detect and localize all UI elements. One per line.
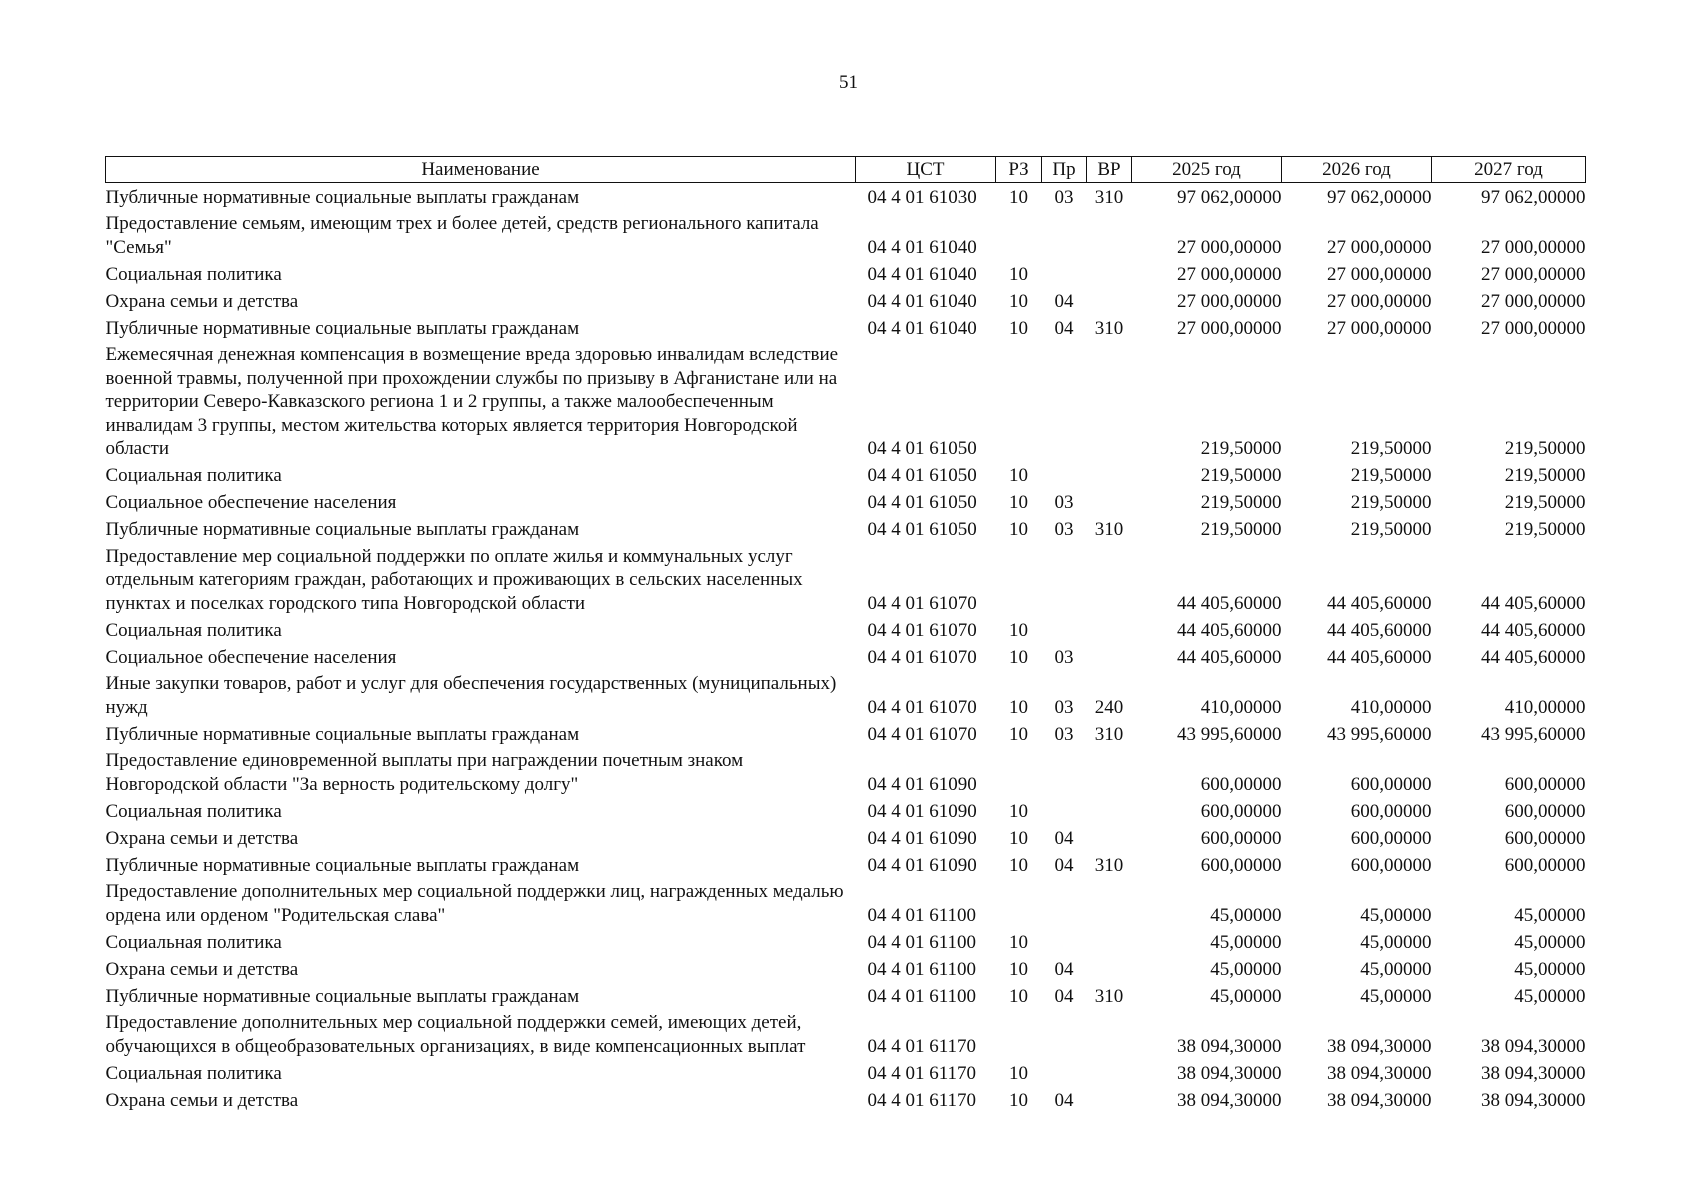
row-pr (1042, 878, 1087, 928)
row-name: Публичные нормативные социальные выплаты гражданам (105, 723, 580, 745)
row-amount-2027: 219,50000 (1504, 519, 1586, 540)
row-name: Социальная политика (105, 465, 282, 486)
row-amount-2025: 27 000,00000 (1177, 236, 1282, 258)
table-row (106, 720, 1586, 747)
row-cst: 04 4 01 61050 (867, 465, 977, 486)
row-name: Публичные нормативные социальные выплаты гражданам (105, 317, 580, 339)
row-rz: 10 (1009, 646, 1028, 668)
row-name: Ежемесячная денежная компенсация в возмещение вреда здоровью инвалидам вследствие военной травмы, полученной при прохождении службы по призыву в Афганистане или на территории Северо-Кавказского региона 1 и 2 группы, а также малообеспеченным инвалидам 3 группы, местом жительства которых является территория Новгородской области (105, 344, 839, 459)
header-rz: РЗ (996, 157, 1042, 183)
table-row (106, 1086, 1586, 1113)
row-cst: 04 4 01 61100 (867, 958, 977, 980)
row-amount-2027: 219,50000 (1504, 438, 1586, 459)
row-rz (996, 543, 1042, 617)
table-row (106, 797, 1586, 824)
row-name: Предоставление семьям, имеющим трех и более детей, средств регионального капитала "Семья" (105, 213, 819, 258)
row-amount-2025: 219,50000 (1200, 492, 1282, 513)
row-pr: 04 (1054, 958, 1074, 980)
table-body (106, 183, 1586, 1114)
row-name: Социальная политика (105, 931, 282, 953)
row-amount-2027: 38 094,30000 (1481, 1035, 1586, 1057)
table-header-row (106, 157, 1586, 183)
row-pr (1042, 210, 1087, 260)
row-pr: 03 (1054, 492, 1074, 513)
row-amount-2026: 45,00000 (1360, 904, 1432, 926)
row-name: Социальная политика (105, 1062, 282, 1084)
row-amount-2026: 600,00000 (1350, 827, 1432, 849)
row-amount-2026: 43 995,60000 (1327, 723, 1432, 745)
row-cst: 04 4 01 61090 (867, 854, 977, 876)
row-amount-2025: 45,00000 (1210, 931, 1282, 953)
row-name: Публичные нормативные социальные выплаты гражданам (105, 519, 580, 540)
table-row (106, 1059, 1586, 1086)
row-amount-2025: 38 094,30000 (1177, 1089, 1282, 1111)
row-rz (996, 878, 1042, 928)
row-vr (1087, 747, 1132, 797)
row-amount-2025: 27 000,00000 (1177, 263, 1282, 285)
row-name: Предоставление единовременной выплаты при награждении почетным знаком Новгородской области "За верность родительскому долгу" (105, 750, 744, 795)
table-row (106, 260, 1586, 287)
row-amount-2026: 27 000,00000 (1327, 236, 1432, 258)
row-rz (996, 1009, 1042, 1059)
row-amount-2027: 27 000,00000 (1481, 317, 1586, 339)
row-rz (996, 747, 1042, 797)
row-rz: 10 (1009, 465, 1028, 486)
row-amount-2027: 219,50000 (1504, 465, 1586, 486)
row-rz (996, 210, 1042, 260)
row-amount-2026: 38 094,30000 (1327, 1089, 1432, 1111)
row-rz: 10 (1009, 186, 1028, 208)
row-amount-2026: 45,00000 (1360, 958, 1432, 980)
table-row (106, 210, 1586, 260)
row-name: Предоставление дополнительных мер социальной поддержки семей, имеющих детей, обучающихся в общеобразовательных организациях, в виде компенсационных выплат (105, 1012, 806, 1057)
row-pr: 04 (1054, 290, 1074, 312)
row-pr (1042, 1059, 1087, 1086)
row-rz: 10 (1009, 317, 1028, 339)
row-amount-2025: 27 000,00000 (1177, 317, 1282, 339)
row-cst: 04 4 01 61170 (867, 1035, 977, 1057)
row-amount-2025: 410,00000 (1200, 696, 1282, 718)
row-amount-2026: 27 000,00000 (1327, 290, 1432, 312)
row-rz (996, 341, 1042, 462)
row-amount-2026: 45,00000 (1360, 931, 1432, 953)
table-row (106, 1009, 1586, 1059)
table-row (106, 183, 1586, 211)
row-name: Публичные нормативные социальные выплаты гражданам (105, 985, 580, 1007)
row-vr (1087, 1059, 1132, 1086)
row-amount-2026: 27 000,00000 (1327, 317, 1432, 339)
row-amount-2025: 38 094,30000 (1177, 1035, 1282, 1057)
table-row (106, 616, 1586, 643)
header-pr: Пр (1042, 157, 1087, 183)
row-name: Публичные нормативные социальные выплаты гражданам (105, 186, 580, 208)
row-rz: 10 (1009, 492, 1028, 513)
table-row (106, 341, 1586, 462)
row-pr (1042, 260, 1087, 287)
row-cst: 04 4 01 61100 (867, 904, 977, 926)
row-cst: 04 4 01 61030 (867, 186, 977, 208)
row-name: Охрана семьи и детства (105, 290, 299, 312)
row-vr (1087, 955, 1132, 982)
row-amount-2026: 44 405,60000 (1327, 592, 1432, 614)
row-cst: 04 4 01 61100 (867, 985, 977, 1007)
row-amount-2027: 600,00000 (1504, 773, 1586, 795)
row-name: Предоставление мер социальной поддержки по оплате жилья и коммунальных услуг отдельным категориям граждан, работающих и проживающих в сельских населенных пунктах и поселках городского типа Новгородской области (105, 545, 803, 614)
row-pr: 03 (1054, 723, 1074, 745)
row-name: Охрана семьи и детства (105, 958, 299, 980)
row-pr (1042, 341, 1087, 462)
row-amount-2025: 27 000,00000 (1177, 290, 1282, 312)
row-vr (1087, 928, 1132, 955)
header-vr: ВР (1087, 157, 1132, 183)
row-amount-2025: 97 062,00000 (1177, 186, 1282, 208)
row-rz: 10 (1009, 827, 1028, 849)
row-amount-2025: 600,00000 (1200, 827, 1282, 849)
row-amount-2027: 219,50000 (1504, 492, 1586, 513)
row-cst: 04 4 01 61040 (867, 290, 977, 312)
header-cst: ЦСТ (856, 157, 996, 183)
row-cst: 04 4 01 61070 (867, 723, 977, 745)
row-amount-2025: 45,00000 (1210, 958, 1282, 980)
row-amount-2026: 600,00000 (1350, 773, 1432, 795)
row-amount-2026: 44 405,60000 (1327, 619, 1432, 641)
row-cst: 04 4 01 61090 (867, 800, 977, 822)
row-pr: 04 (1054, 985, 1074, 1007)
row-rz: 10 (1009, 985, 1028, 1007)
row-amount-2026: 38 094,30000 (1327, 1062, 1432, 1084)
row-amount-2027: 45,00000 (1514, 958, 1586, 980)
row-amount-2027: 27 000,00000 (1481, 263, 1586, 285)
row-vr: 310 (1094, 723, 1124, 745)
row-pr: 04 (1054, 827, 1074, 849)
row-amount-2025: 600,00000 (1200, 800, 1282, 822)
row-cst: 04 4 01 61070 (867, 696, 977, 718)
row-cst: 04 4 01 61040 (867, 317, 977, 339)
row-pr: 03 (1054, 186, 1074, 208)
table-row (106, 670, 1586, 720)
row-amount-2025: 44 405,60000 (1177, 619, 1282, 641)
row-cst: 04 4 01 61070 (867, 646, 977, 668)
row-vr (1087, 210, 1132, 260)
row-name: Иные закупки товаров, работ и услуг для обеспечения государственных (муниципальных) нужд (105, 673, 837, 718)
row-rz: 10 (1009, 854, 1028, 876)
row-name: Социальная политика (105, 800, 282, 822)
row-amount-2027: 44 405,60000 (1481, 592, 1586, 614)
row-pr (1042, 543, 1087, 617)
row-vr (1087, 797, 1132, 824)
row-rz: 10 (1009, 931, 1028, 953)
row-rz: 10 (1009, 696, 1028, 718)
row-amount-2027: 38 094,30000 (1481, 1089, 1586, 1111)
row-rz: 10 (1009, 723, 1028, 745)
row-rz: 10 (1009, 290, 1028, 312)
row-vr: 310 (1094, 854, 1124, 876)
row-cst: 04 4 01 61100 (867, 931, 977, 953)
row-name: Охрана семьи и детства (105, 1089, 299, 1111)
row-pr: 04 (1054, 854, 1074, 876)
row-vr (1087, 878, 1132, 928)
row-amount-2027: 43 995,60000 (1481, 723, 1586, 745)
row-amount-2025: 44 405,60000 (1177, 592, 1282, 614)
row-vr: 310 (1094, 186, 1124, 208)
row-amount-2025: 219,50000 (1200, 465, 1282, 486)
row-vr: 310 (1094, 985, 1124, 1007)
row-vr (1087, 616, 1132, 643)
row-amount-2027: 410,00000 (1504, 696, 1586, 718)
row-amount-2026: 600,00000 (1350, 854, 1432, 876)
table-row (106, 543, 1586, 617)
row-rz: 10 (1009, 519, 1028, 540)
table-row (106, 878, 1586, 928)
row-amount-2026: 27 000,00000 (1327, 263, 1432, 285)
row-amount-2025: 38 094,30000 (1177, 1062, 1282, 1084)
table-row (106, 314, 1586, 341)
row-vr (1087, 287, 1132, 314)
row-amount-2027: 600,00000 (1504, 800, 1586, 822)
row-name: Предоставление дополнительных мер социальной поддержки лиц, награжденных медалью ордена или орденом "Родительская слава" (105, 881, 844, 926)
table-row (106, 824, 1586, 851)
row-pr: 03 (1054, 646, 1074, 668)
row-rz: 10 (1009, 800, 1028, 822)
row-cst: 04 4 01 61170 (867, 1062, 977, 1084)
table-row (106, 516, 1586, 543)
row-name: Социальная политика (105, 619, 282, 641)
row-amount-2027: 600,00000 (1504, 854, 1586, 876)
row-rz: 10 (1009, 263, 1028, 285)
budget-table (105, 156, 1586, 1113)
row-amount-2027: 27 000,00000 (1481, 236, 1586, 258)
row-vr (1087, 462, 1132, 489)
table-row (106, 928, 1586, 955)
row-amount-2027: 38 094,30000 (1481, 1062, 1586, 1084)
header-2027: 2027 год (1432, 157, 1586, 183)
page-number: 51 (839, 72, 858, 93)
row-cst: 04 4 01 61070 (867, 592, 977, 614)
row-amount-2025: 43 995,60000 (1177, 723, 1282, 745)
row-vr (1087, 643, 1132, 670)
row-cst: 04 4 01 61090 (867, 827, 977, 849)
row-amount-2026: 219,50000 (1350, 465, 1432, 486)
row-vr: 240 (1094, 696, 1124, 718)
row-amount-2027: 600,00000 (1504, 827, 1586, 849)
row-amount-2026: 219,50000 (1350, 519, 1432, 540)
row-rz: 10 (1009, 619, 1028, 641)
table-row (106, 955, 1586, 982)
table-row (106, 287, 1586, 314)
header-name: Наименование (106, 157, 856, 183)
row-pr (1042, 616, 1087, 643)
table-row (106, 643, 1586, 670)
row-cst: 04 4 01 61050 (867, 519, 977, 540)
header-2025: 2025 год (1132, 157, 1282, 183)
row-cst: 04 4 01 61050 (867, 492, 977, 513)
row-amount-2026: 97 062,00000 (1327, 186, 1432, 208)
row-amount-2025: 219,50000 (1200, 519, 1282, 540)
row-pr: 04 (1054, 1089, 1074, 1111)
row-amount-2026: 219,50000 (1350, 492, 1432, 513)
row-pr: 03 (1054, 519, 1074, 540)
row-amount-2025: 600,00000 (1200, 773, 1282, 795)
row-vr (1087, 1009, 1132, 1059)
table-row (106, 982, 1586, 1009)
row-rz: 10 (1009, 1062, 1028, 1084)
row-amount-2027: 44 405,60000 (1481, 619, 1586, 641)
row-pr: 03 (1054, 696, 1074, 718)
row-cst: 04 4 01 61040 (867, 236, 977, 258)
table-row (106, 747, 1586, 797)
table-row (106, 489, 1586, 516)
row-amount-2027: 44 405,60000 (1481, 646, 1586, 668)
row-vr (1087, 341, 1132, 462)
row-amount-2025: 219,50000 (1200, 438, 1282, 459)
row-amount-2026: 219,50000 (1350, 438, 1432, 459)
row-amount-2025: 45,00000 (1210, 985, 1282, 1007)
row-amount-2026: 45,00000 (1360, 985, 1432, 1007)
row-pr (1042, 1009, 1087, 1059)
row-amount-2027: 45,00000 (1514, 904, 1586, 926)
row-name: Публичные нормативные социальные выплаты гражданам (105, 854, 580, 876)
row-vr: 310 (1094, 519, 1124, 540)
row-amount-2025: 600,00000 (1200, 854, 1282, 876)
row-rz: 10 (1009, 1089, 1028, 1111)
row-pr: 04 (1054, 317, 1074, 339)
row-amount-2025: 45,00000 (1210, 904, 1282, 926)
row-amount-2026: 38 094,30000 (1327, 1035, 1432, 1057)
row-cst: 04 4 01 61090 (867, 773, 977, 795)
row-amount-2026: 44 405,60000 (1327, 646, 1432, 668)
row-amount-2026: 410,00000 (1350, 696, 1432, 718)
row-cst: 04 4 01 61040 (867, 263, 977, 285)
row-rz: 10 (1009, 958, 1028, 980)
row-pr (1042, 462, 1087, 489)
table-row (106, 462, 1586, 489)
row-name: Социальное обеспечение населения (105, 492, 397, 513)
row-cst: 04 4 01 61050 (867, 438, 977, 459)
row-pr (1042, 797, 1087, 824)
row-vr: 310 (1094, 317, 1124, 339)
row-name: Социальная политика (105, 263, 282, 285)
row-vr (1087, 543, 1132, 617)
row-amount-2027: 27 000,00000 (1481, 290, 1586, 312)
row-pr (1042, 928, 1087, 955)
row-amount-2026: 600,00000 (1350, 800, 1432, 822)
row-vr (1087, 489, 1132, 516)
row-amount-2025: 44 405,60000 (1177, 646, 1282, 668)
row-amount-2027: 97 062,00000 (1481, 186, 1586, 208)
row-amount-2027: 45,00000 (1514, 985, 1586, 1007)
row-vr (1087, 1086, 1132, 1113)
row-vr (1087, 260, 1132, 287)
table-row (106, 851, 1586, 878)
row-cst: 04 4 01 61070 (867, 619, 977, 641)
row-name: Охрана семьи и детства (105, 827, 299, 849)
row-pr (1042, 747, 1087, 797)
row-cst: 04 4 01 61170 (867, 1089, 977, 1111)
row-vr (1087, 824, 1132, 851)
row-amount-2027: 45,00000 (1514, 931, 1586, 953)
row-name: Социальное обеспечение населения (105, 646, 397, 668)
header-2026: 2026 год (1282, 157, 1432, 183)
